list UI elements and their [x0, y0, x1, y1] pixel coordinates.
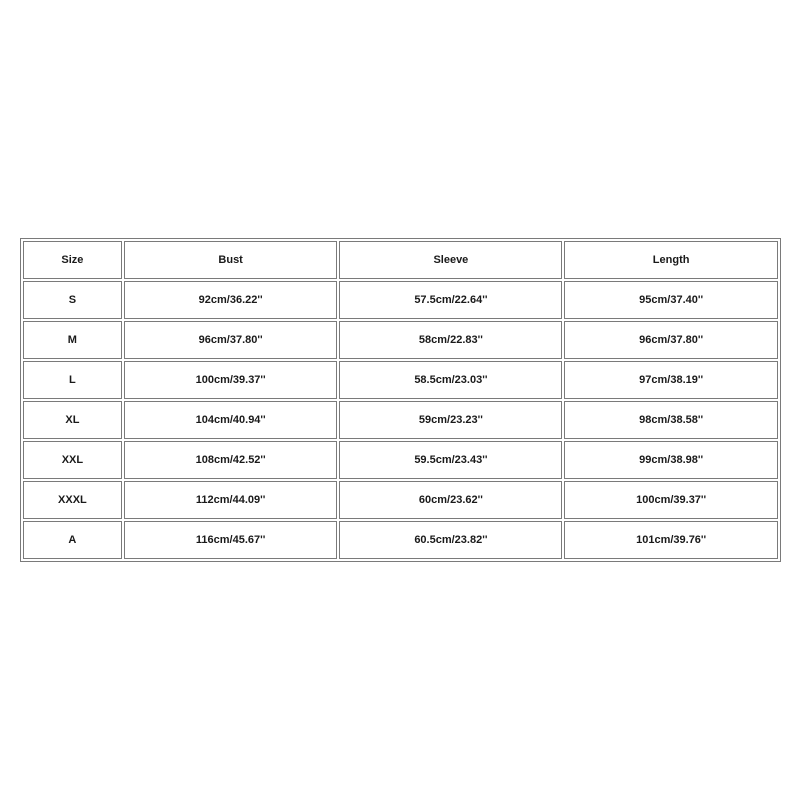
cell-sleeve: 58.5cm/23.03'' — [339, 361, 562, 399]
cell-sleeve: 60.5cm/23.82'' — [339, 521, 562, 559]
cell-length: 97cm/38.19'' — [564, 361, 778, 399]
cell-bust: 96cm/37.80'' — [124, 321, 338, 359]
cell-size: M — [23, 321, 122, 359]
cell-length: 98cm/38.58'' — [564, 401, 778, 439]
cell-sleeve: 59cm/23.23'' — [339, 401, 562, 439]
table-row — [23, 521, 778, 559]
cell-size: XXXL — [23, 481, 122, 519]
cell-bust: 108cm/42.52'' — [124, 441, 338, 479]
cell-sleeve: 58cm/22.83'' — [339, 321, 562, 359]
table-row — [23, 321, 778, 359]
table-row — [23, 441, 778, 479]
header-size: Size — [23, 241, 122, 279]
table-row — [23, 401, 778, 439]
cell-size: XL — [23, 401, 122, 439]
cell-bust: 100cm/39.37'' — [124, 361, 338, 399]
cell-bust: 92cm/36.22'' — [124, 281, 338, 319]
cell-size: L — [23, 361, 122, 399]
cell-size: XXL — [23, 441, 122, 479]
cell-length: 95cm/37.40'' — [564, 281, 778, 319]
cell-length: 99cm/38.98'' — [564, 441, 778, 479]
cell-length: 96cm/37.80'' — [564, 321, 778, 359]
header-bust: Bust — [124, 241, 338, 279]
cell-sleeve: 57.5cm/22.64'' — [339, 281, 562, 319]
cell-size: A — [23, 521, 122, 559]
table-row — [23, 281, 778, 319]
cell-size: S — [23, 281, 122, 319]
cell-sleeve: 60cm/23.62'' — [339, 481, 562, 519]
cell-bust: 104cm/40.94'' — [124, 401, 338, 439]
cell-sleeve: 59.5cm/23.43'' — [339, 441, 562, 479]
cell-length: 100cm/39.37'' — [564, 481, 778, 519]
header-sleeve: Sleeve — [339, 241, 562, 279]
table-row — [23, 481, 778, 519]
table-row — [23, 361, 778, 399]
size-chart-table — [20, 238, 781, 562]
header-length: Length — [564, 241, 778, 279]
cell-bust: 116cm/45.67'' — [124, 521, 338, 559]
header-row — [23, 241, 778, 279]
cell-length: 101cm/39.76'' — [564, 521, 778, 559]
cell-bust: 112cm/44.09'' — [124, 481, 338, 519]
